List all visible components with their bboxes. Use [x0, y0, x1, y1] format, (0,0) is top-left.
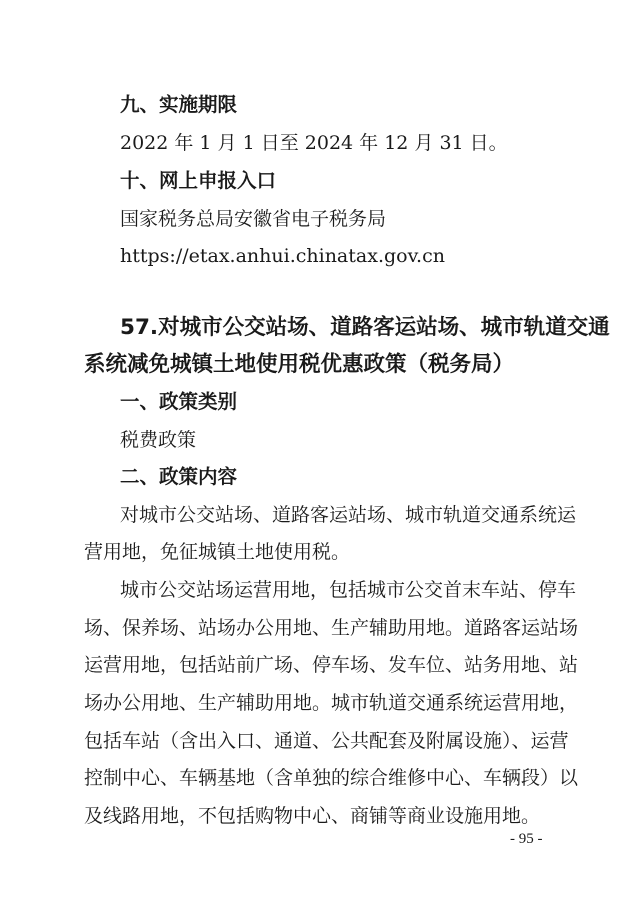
section10-url: https://etax.anhui.chinatax.gov.cn	[120, 245, 445, 267]
para1-line: 营用地，免征城镇土地使用税。	[84, 541, 351, 563]
para2-line: 场办公用地、生产辅助用地。城市轨道交通系统运营用地，	[84, 692, 579, 714]
para2-line: 场、保养场、站场办公用地、生产辅助用地。道路客运站场	[84, 617, 579, 639]
content-heading: 二、政策内容	[120, 465, 238, 488]
para2-line: 城市公交站场运营用地，包括城市公交首末车站、停车	[120, 579, 577, 601]
category-value: 税费政策	[120, 429, 197, 451]
section9-heading: 九、实施期限	[120, 93, 238, 116]
category-heading: 一、政策类别	[120, 390, 238, 413]
section9-text: 2022 年 1 月 1 日至 2024 年 12 月 31 日。	[120, 132, 508, 154]
para2-line: 包括车站（含出入口、通道、公共配套及附属设施）、运营	[84, 730, 569, 752]
para1-line: 对城市公交站场、道路客运站场、城市轨道交通系统运	[120, 504, 577, 526]
para2-line: 控制中心、车辆基地（含单独的综合维修中心、车辆段）以	[84, 767, 579, 789]
para2-line: 及线路用地，不包括购物中心、商铺等商业设施用地。	[84, 805, 541, 827]
policy-title-line2: 系统减免城镇土地使用税优惠政策（税务局）	[84, 352, 515, 377]
policy-title-line1: 57.对城市公交站场、道路客运站场、城市轨道交通	[120, 315, 610, 340]
section10-agency: 国家税务总局安徽省电子税务局	[120, 208, 387, 230]
section10-heading: 十、网上申报入口	[120, 169, 277, 192]
para2-line: 运营用地，包括站前广场、停车场、发车位、站务用地、站	[84, 654, 579, 676]
page-number: - 95 -	[510, 831, 543, 847]
